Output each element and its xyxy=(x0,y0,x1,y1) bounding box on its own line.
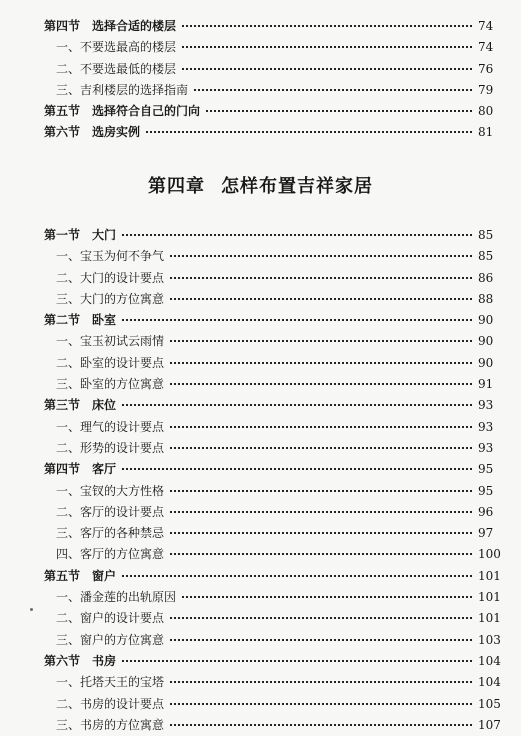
chapter-entry-title: 四、客厅的方位寓意 xyxy=(56,547,165,562)
chapter-entry-title: 三、书房的方位寓意 xyxy=(56,717,165,732)
chapter-entry-title: 一、理气的设计要点 xyxy=(56,419,165,434)
chapter-entry-page: 93 xyxy=(478,398,494,413)
chapter-entry-title: 二、形势的设计要点 xyxy=(56,440,165,455)
chapter-entry[interactable] xyxy=(0,566,521,587)
top-entry-page: 76 xyxy=(478,61,494,76)
chapter-entry-page: 93 xyxy=(478,419,494,434)
chapter-entry[interactable] xyxy=(0,310,521,331)
chapter-entry-leader xyxy=(170,639,472,641)
top-entry-title: 一、不要选最高的楼层 xyxy=(56,40,177,55)
chapter-entry-page: 90 xyxy=(478,334,494,349)
chapter-entry[interactable] xyxy=(0,289,521,310)
chapter-entry-leader xyxy=(122,234,472,236)
chapter-entry-leader xyxy=(170,340,472,342)
chapter-entry-page: 86 xyxy=(478,270,494,285)
top-entry-title: 第五节 选择符合自己的门向 xyxy=(44,104,201,119)
chapter-entry-title: 二、卧室的设计要点 xyxy=(56,355,165,370)
chapter-entry-leader xyxy=(122,660,472,662)
chapter-entry-leader xyxy=(170,681,472,683)
chapter-entry[interactable] xyxy=(0,608,521,629)
chapter-entry-title: 一、宝玉为何不争气 xyxy=(56,249,165,264)
chapter-entry-page: 90 xyxy=(478,355,494,370)
margin-mark xyxy=(30,608,33,611)
top-entry[interactable] xyxy=(0,101,521,122)
top-entry-page: 79 xyxy=(478,82,494,97)
top-entry-leader xyxy=(182,46,472,48)
chapter-entry-leader xyxy=(170,511,472,513)
chapter-entry-leader xyxy=(170,703,472,705)
chapter-entry-leader xyxy=(122,468,472,470)
top-entry-title: 第四节 选择合适的楼层 xyxy=(44,19,177,33)
chapter-entry-page: 91 xyxy=(478,377,494,392)
chapter-entry-page: 101 xyxy=(478,611,501,626)
chapter-entry-leader xyxy=(170,447,472,449)
chapter-entry[interactable] xyxy=(0,630,521,651)
chapter-entry-title: 第一节 大门 xyxy=(44,228,117,242)
chapter-entry[interactable] xyxy=(0,268,521,289)
chapter-entry-leader xyxy=(170,553,472,555)
chapter-entry[interactable] xyxy=(0,502,521,523)
top-entry[interactable] xyxy=(0,80,521,101)
chapter-entry-title: 一、宝玉初试云雨情 xyxy=(56,334,165,349)
chapter-entry-page: 88 xyxy=(478,291,494,306)
top-entry[interactable] xyxy=(0,37,521,58)
chapter-entry-leader xyxy=(170,617,472,619)
chapter-entry[interactable] xyxy=(0,353,521,374)
chapter-entry-title: 一、宝钗的大方性格 xyxy=(56,483,165,498)
chapter-entry-page: 103 xyxy=(478,632,501,647)
top-entry-title: 二、不要选最低的楼层 xyxy=(56,61,177,76)
chapter-entry-page: 97 xyxy=(478,526,494,541)
top-entry-leader xyxy=(146,131,472,133)
chapter-entry-page: 85 xyxy=(478,228,494,242)
chapter-entry-leader xyxy=(170,255,472,257)
top-entry-leader xyxy=(182,25,472,27)
chapter-entry-title: 第二节 卧室 xyxy=(44,313,117,328)
chapter-entry[interactable] xyxy=(0,395,521,416)
top-entry-leader xyxy=(194,89,472,91)
chapter-entry-title: 三、窗户的方位寓意 xyxy=(56,632,165,647)
chapter-entry-title: 三、大门的方位寓意 xyxy=(56,291,165,306)
chapter-name: 怎样布置吉祥家居 xyxy=(221,176,373,197)
chapter-entry[interactable] xyxy=(0,672,521,693)
chapter-entry-title: 一、托塔天王的宝塔 xyxy=(56,675,165,690)
chapter-entry-title: 三、卧室的方位寓意 xyxy=(56,377,165,392)
chapter-entry-leader xyxy=(170,532,472,534)
top-entry[interactable] xyxy=(0,122,521,143)
top-entry-page: 80 xyxy=(478,104,494,119)
chapter-entry-page: 96 xyxy=(478,504,494,519)
chapter-entry-title: 第四节 客厅 xyxy=(44,462,117,477)
chapter-entry-leader xyxy=(170,426,472,428)
chapter-entry[interactable] xyxy=(0,438,521,459)
top-entry-page: 74 xyxy=(478,19,494,33)
chapter-entry[interactable] xyxy=(0,331,521,352)
chapter-entry-page: 107 xyxy=(478,717,501,732)
top-entry[interactable] xyxy=(0,16,521,37)
chapter-entry-title: 第三节 床位 xyxy=(44,398,117,413)
top-entry[interactable] xyxy=(0,59,521,80)
chapter-entry-page: 105 xyxy=(478,696,501,711)
top-entry-title: 三、吉利楼层的选择指南 xyxy=(56,82,189,97)
chapter-entry-page: 104 xyxy=(478,653,501,668)
chapter-entry[interactable] xyxy=(0,587,521,608)
chapter-entry-leader xyxy=(170,724,472,726)
chapter-entry-page: 100 xyxy=(478,547,501,562)
chapter-entry-leader xyxy=(122,319,472,321)
top-entry-page: 81 xyxy=(478,125,494,140)
top-entry-title: 第六节 选房实例 xyxy=(44,125,141,140)
chapter-title xyxy=(0,172,521,198)
chapter-entry-leader xyxy=(170,362,472,364)
chapter-entry-page: 104 xyxy=(478,675,501,690)
chapter-entry[interactable] xyxy=(0,715,521,736)
chapter-entry[interactable] xyxy=(0,246,521,267)
chapter-entry-leader xyxy=(170,277,472,279)
chapter-entry-page: 101 xyxy=(478,590,501,605)
chapter-entry-title: 二、客厅的设计要点 xyxy=(56,504,165,519)
chapter-entry[interactable] xyxy=(0,651,521,672)
chapter-entry[interactable] xyxy=(0,459,521,480)
chapter-number: 第四章 xyxy=(148,176,205,197)
chapter-entry-title: 二、大门的设计要点 xyxy=(56,270,165,285)
chapter-entry-leader xyxy=(122,575,472,577)
toc-top-block xyxy=(0,16,521,144)
top-entry-page: 74 xyxy=(478,40,494,55)
chapter-entry-leader xyxy=(182,596,472,598)
chapter-entry-title: 第五节 窗户 xyxy=(44,568,117,583)
chapter-entry-title: 三、客厅的各种禁忌 xyxy=(56,526,165,541)
chapter-entry[interactable] xyxy=(0,523,521,544)
chapter-entry-leader xyxy=(170,490,472,492)
chapter-entry-leader xyxy=(170,298,472,300)
chapter-entry[interactable] xyxy=(0,225,521,246)
toc-chapter-block xyxy=(0,225,521,736)
chapter-entry[interactable] xyxy=(0,481,521,502)
chapter-entry-title: 一、潘金莲的出轨原因 xyxy=(56,590,177,605)
chapter-entry[interactable] xyxy=(0,694,521,715)
chapter-entry-page: 95 xyxy=(478,483,494,498)
chapter-entry[interactable] xyxy=(0,417,521,438)
chapter-entry-title: 二、窗户的设计要点 xyxy=(56,611,165,626)
top-entry-leader xyxy=(182,68,472,70)
chapter-entry[interactable] xyxy=(0,374,521,395)
chapter-entry[interactable] xyxy=(0,544,521,565)
top-entry-leader xyxy=(206,110,472,112)
chapter-entry-title: 二、书房的设计要点 xyxy=(56,696,165,711)
chapter-entry-page: 85 xyxy=(478,249,494,264)
chapter-entry-leader xyxy=(122,404,472,406)
chapter-entry-page: 93 xyxy=(478,440,494,455)
chapter-entry-page: 95 xyxy=(478,462,494,477)
chapter-entry-page: 101 xyxy=(478,568,501,583)
chapter-entry-title: 第六节 书房 xyxy=(44,653,117,668)
chapter-entry-page: 90 xyxy=(478,313,494,328)
chapter-entry-leader xyxy=(170,383,472,385)
